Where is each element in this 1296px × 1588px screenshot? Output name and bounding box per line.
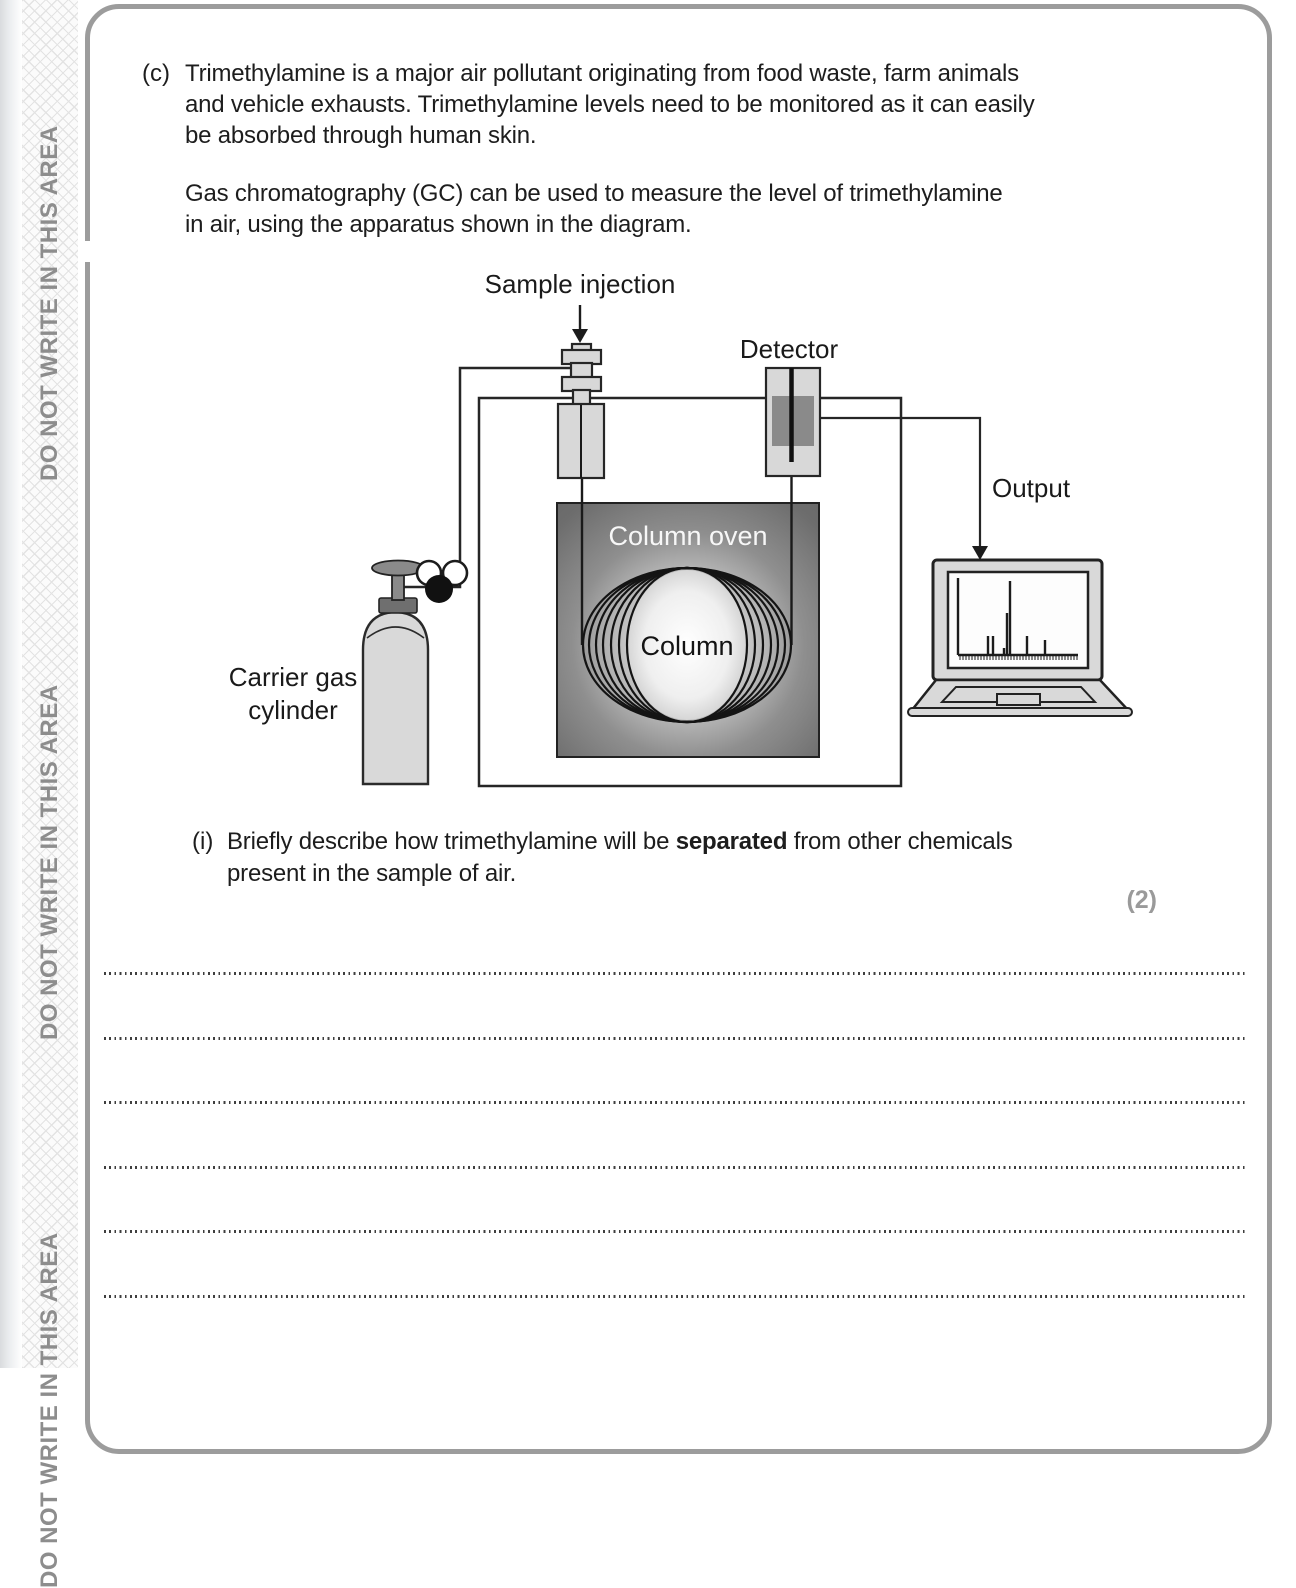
answer-line	[104, 1230, 1247, 1233]
answer-line	[104, 1101, 1247, 1104]
sample-injection-label: Sample injection	[484, 269, 676, 299]
injection-arrow-icon	[572, 305, 588, 343]
do-not-write-label-bottom: DO NOT WRITE IN THIS AREA	[36, 1232, 63, 1588]
regulator-knob-icon	[425, 575, 453, 603]
question-c-line-4: Gas chromatography (GC) can be used to measure the level of trimethylamine	[185, 180, 1003, 207]
output-label: Output	[992, 473, 1071, 503]
answer-line	[104, 1166, 1247, 1169]
laptop-screen	[948, 572, 1088, 668]
page-edge-shading	[0, 0, 22, 1368]
column-oven-label: Column oven	[608, 521, 768, 551]
marks-badge: (2)	[1126, 886, 1157, 914]
carrier-gas-label-line1: Carrier gas	[228, 662, 358, 692]
laptop	[908, 560, 1132, 716]
question-i-label: (i)	[192, 828, 214, 855]
sample-injector	[558, 344, 604, 478]
laptop-base-lip	[908, 708, 1132, 716]
answer-line	[104, 972, 1247, 975]
laptop-trackpad	[997, 694, 1040, 705]
answer-line	[104, 1295, 1247, 1298]
do-not-write-label-top: DO NOT WRITE IN THIS AREA	[36, 125, 63, 481]
question-c-line-5: in air, using the apparatus shown in the diagram.	[185, 211, 692, 238]
question-i-bold-word: separated	[675, 828, 788, 855]
carrier-gas-cylinder	[363, 561, 467, 785]
question-c-line-2: and vehicle exhausts. Trimethylamine levels need to be monitored as it can easily	[185, 91, 1035, 118]
output-signal-line	[820, 418, 988, 560]
question-i-line-1	[227, 826, 1147, 858]
question-c-line-3: be absorbed through human skin.	[185, 122, 537, 149]
detector-label: Detector	[739, 334, 839, 364]
question-c-paragraph-2	[185, 178, 1165, 240]
do-not-write-margin-strip	[22, 0, 78, 1588]
question-c-line-1: Trimethylamine is a major air pollutant originating from food waste, farm animals	[185, 60, 1019, 87]
cylinder-body	[363, 612, 428, 784]
do-not-write-label-middle: DO NOT WRITE IN THIS AREA	[36, 684, 63, 1040]
question-c-paragraph-1	[185, 58, 1165, 151]
detector-box	[766, 368, 820, 476]
question-i-text: from other chemicals	[787, 828, 1013, 855]
content-box-border-gap	[84, 241, 92, 262]
output-arrow-icon	[972, 546, 988, 560]
gc-apparatus-diagram	[180, 260, 1140, 805]
carrier-gas-label-line2: cylinder	[248, 695, 338, 725]
answer-line	[104, 1037, 1247, 1040]
question-c-label: (c)	[142, 60, 170, 87]
question-i-prompt	[227, 826, 1147, 890]
column-oven	[557, 462, 819, 757]
question-i-line-2: present in the sample of air.	[227, 860, 517, 887]
column-label: Column	[640, 631, 734, 661]
question-i-text: Briefly describe how trimethylamine will be	[227, 828, 676, 855]
carrier-gas-tubing	[398, 368, 577, 587]
